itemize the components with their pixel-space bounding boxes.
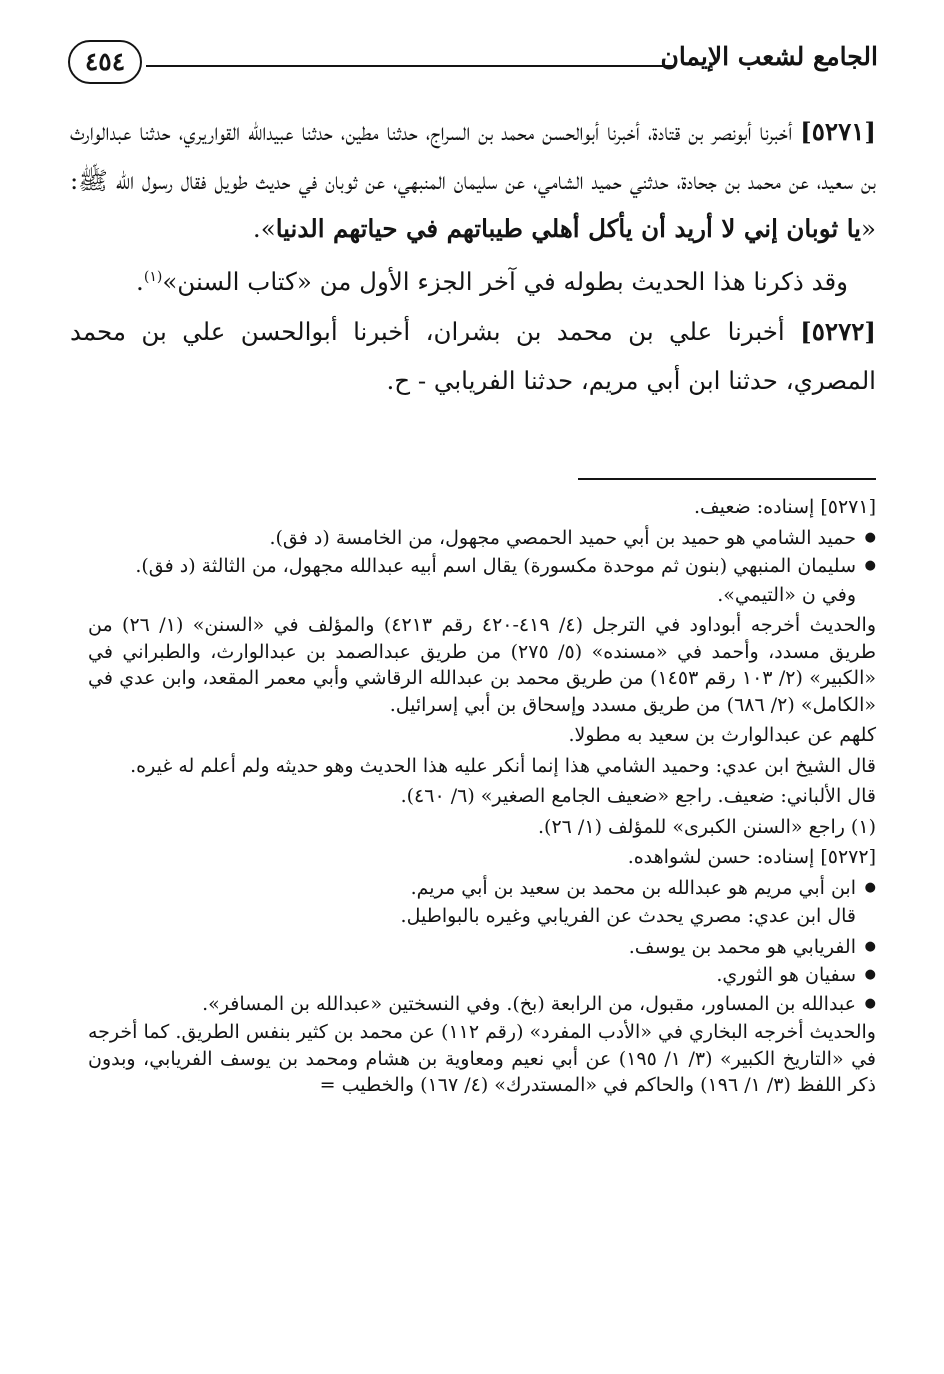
list-item: ● الفريابي هو محمد بن يوسف. [88, 934, 876, 961]
commentary [88, 494, 876, 1103]
list-item-continuation: وفي ن «التيمي». [717, 583, 856, 606]
running-title: الجامع لشعب الإيمان [660, 42, 878, 71]
list-item-continuation: قال ابن عدي: مصري يحدث عن الفريابي وغيره بالبواطيل. [400, 905, 856, 927]
author-note-text: وقد ذكرنا هذا الحديث بطوله في آخر الجزء الأول من «كتاب السنن» [162, 266, 848, 296]
hadith-5272 [70, 308, 876, 405]
hadith-closing: ». [252, 214, 276, 243]
list-item: ● عبدالله بن المساور، مقبول، من الرابعة (بخ). وفي النسختين «عبدالله بن المسافر». [88, 991, 876, 1018]
page-header [60, 36, 878, 92]
hadith-number: [٥٢٧٢] [800, 317, 876, 346]
note-paragraph: والحديث أخرجه أبوداود في الترجل (٤/ ٤١٩-٤٢٠ رقم ٤٢١٣) والمؤلف في «السنن» (١/ ٢٦) من طريق مسدد، وأحمد في «مسنده» (٥/ ٢٧٥) من طريق عبدالصمد بن عبدالوارث، والطبراني في «الكبير» (٢/ ١٠٣ رقم ١٤٥٣) من طريق محمد بن عبدالله الرقاشي وأبي معمر المقعد، وابن عدي في «الكامل» (٢/ ٦٨٦) من طريق مسدد وإسحاق بن أبي إسرائيل. [88, 614, 877, 716]
author-note [70, 258, 876, 307]
author-note-end: . [136, 266, 144, 296]
hadith-isnad: أخبرنا علي بن محمد بن بشران، أخبرنا أبوالحسن علي بن محمد المصري، حدثنا ابن أبي مريم، حدثنا الفريابي - ح. [70, 317, 876, 395]
main-text [70, 108, 876, 405]
note-paragraph: والحديث أخرجه البخاري في «الأدب المفرد» (رقم ١١٢) عن محمد بن كثير بنفس الطريق. كما أخرجه في «التاريخ الكبير» (٣/ ١/ ١٩٥) عن أبي نعيم ومعاوية بن هشام ومحمد بن يوسف الفريابي، وبدون ذكر اللفظ (٣/ ١/ ١٩٦) والحاكم في «المستدرك» (٤/ ١٦٧) والخطيب = [88, 1021, 876, 1096]
list-item: ● حميد الشامي هو حميد بن أبي حميد الحمصي مجهول، من الخامسة (د فق). [88, 525, 876, 552]
hadith-number: [٥٢٧١] [800, 117, 876, 146]
header-rule [146, 65, 673, 67]
list-item: ● سفيان هو الثوري. [88, 962, 876, 989]
hadith-matn: يا ثوبان إني لا أريد أن يأكل أهلي طيباتهم في حياتهم الدنيا [275, 214, 861, 243]
note-heading-5272: [٥٢٧٢] إسناده: حسن لشواهده. [627, 846, 876, 868]
note-paragraph: كلهم عن عبدالوارث بن سعيد به مطولا. [568, 724, 876, 746]
list-item: ● ابن أبي مريم هو عبدالله بن محمد بن سعيد بن أبي مريم. [88, 875, 876, 902]
footnote-ref: (١) [143, 268, 163, 285]
page-number: ٤٥٤ [68, 40, 142, 84]
note-paragraph: قال الألباني: ضعيف. راجع «ضعيف الجامع الصغير» (٦/ ٤٦٠). [400, 785, 876, 807]
note-heading-5271: [٥٢٧١] إسناده: ضعيف. [693, 496, 876, 518]
footnote-separator [578, 478, 876, 480]
list-item: ● سليمان المنبهي (بنون ثم موحدة مكسورة) يقال اسم أبيه عبدالله مجهول، من الثالثة (د فق). [88, 553, 876, 580]
footnote-1: (١) راجع «السنن الكبرى» للمؤلف (١/ ٢٦). [538, 815, 876, 838]
hadith-5271 [70, 108, 876, 254]
note-paragraph: قال الشيخ ابن عدي: وحميد الشامي هذا إنما أنكر عليه هذا الحديث وهو حديثه ولم أعلم له غيره. [130, 754, 876, 777]
hadith-isnad: أخبرنا أبونصر بن قتادة، أخبرنا أبوالحسن محمد بن السراج، حدثنا مطين، حدثنا عبيدالله القواريري، حدثنا عبدالوارث بن سعيد، عن محمد بن جحادة، حدثني حميد الشامي، عن سليمان المنبهي، عن ثوبان في حديث طويل فقال رسول الله ﷺ: « [70, 117, 876, 243]
